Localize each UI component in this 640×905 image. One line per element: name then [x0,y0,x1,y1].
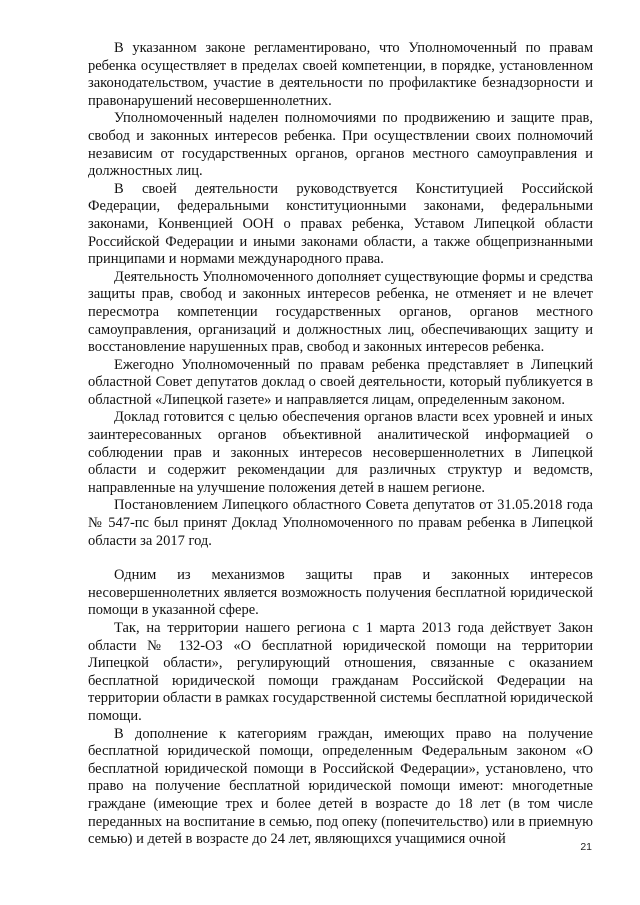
paragraph-ombudsman-powers: Уполномоченный наделен полномочиями по продвижению и защите прав, свобод и законных интересов ребенка. При осуществлении своих полномочий независим от государственных органов, органов местного самоуправления и должностных лиц. [88,110,593,180]
paragraph-report-resolution: Постановлением Липецкого областного Совета депутатов от 31.05.2018 года № 547-пс был принят Доклад Уполномоченного по правам ребенка в Липецкой области за 2017 год. [88,497,593,549]
paragraph-activity-complements: Деятельность Уполномоченного дополняет существующие формы и средства защиты прав, свобод и законных интересов ребенка, не отменяет и не влечет пересмотра компетенции государственных органов, органов местного самоуправления, организаций и должностных лиц, обеспечивающих защиту и восстановление нарушенных прав, свобод и законных интересов ребенка. [88,268,593,356]
paragraph-report-purpose: Доклад готовится с целью обеспечения органов власти всех уровней и иных заинтересованных органов объективной аналитической информацией о соблюдении прав и законных интересов несовершеннолетних в Липецкой области и содержит рекомендации для различных структур и ведомств, направленные на улучшение положения детей в нашем регионе. [88,409,593,496]
paragraph-legal-basis: В своей деятельности руководствуется Конституцией Российской Федерации, федеральными конституционными законами, федеральными законами, Конвенцией ООН о правах ребенка, Уставом Липецкой области Российской Федерации и иными законами области, а также общепризнанными принципами и нормами международного права. [88,180,593,268]
paragraph-ombudsman-competence: В указанном законе регламентировано, что Уполномоченный по правам ребенка осуществляет в пределах своей компетенции, в порядке, установленном законодательством, участие в деятельности по профилактике безнадзорности и правонарушений несовершеннолетних. [88,40,593,109]
document-page [88,40,593,849]
paragraph-eligible-categories: В дополнение к категориям граждан, имеющих право на получение бесплатной юридической помощи, определенным Федеральным законом «О бесплатной юридической помощи в Российской Федерации», установлено, что право на получение бесплатной юридической помощи имеют: многодетные граждане (имеющие трех и более детей в возрасте до 18 лет (в том числе переданных на воспитание в семью, под опеку (попечительство) или в приемную семью) и детей в возрасте до 24 лет, являющихся учащимися очной [88,725,593,848]
paragraph-regional-law: Так, на территории нашего региона с 1 марта 2013 года действует Закон области № 132-ОЗ «О бесплатной юридической помощи на территории Липецкой области», регулирующий отношения, связанные с оказанием бесплатной юридической помощи гражданам Российской Федерации на территории области в рамках государственной системы бесплатной юридической помощи. [88,620,593,724]
paragraph-free-legal-aid: Одним из механизмов защиты прав и законных интересов несовершеннолетних является возможность получения бесплатной юридической помощи в указанной сфере. [88,567,593,619]
page-number: 21 [580,841,592,853]
paragraph-annual-report: Ежегодно Уполномоченный по правам ребенка представляет в Липецкий областной Совет депутатов доклад о своей деятельности, который публикуется в областной «Липецкой газете» и направляется лицам, определенным законом. [88,356,593,408]
